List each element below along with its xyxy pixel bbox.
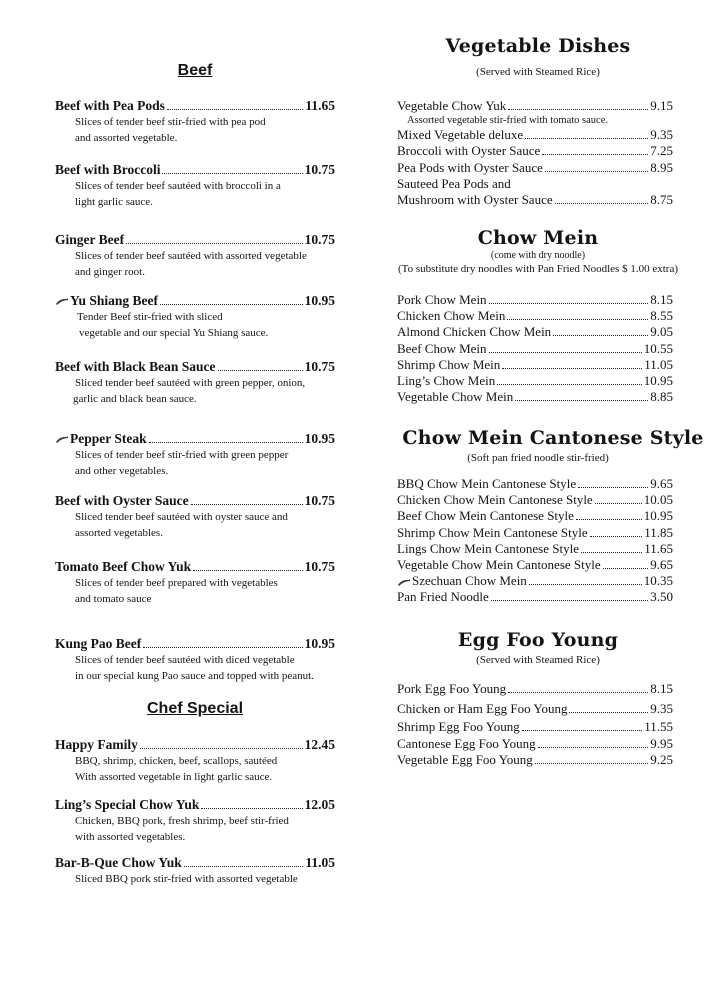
item-desc: Chicken, BBQ pork, fresh shrimp, beef stir-fried: [75, 815, 289, 827]
item-desc: light garlic sauce.: [75, 196, 153, 208]
item-price: 9.95: [650, 735, 673, 751]
menu-item: [55, 493, 335, 541]
menu-item: [397, 557, 673, 573]
item-name: Pork Egg Foo Young: [397, 681, 507, 696]
menu-item: [397, 476, 673, 492]
menu-item: [397, 373, 673, 389]
menu-item: [397, 508, 673, 524]
item-name: Vegetable Chow Mein Cantonese Style: [397, 557, 601, 573]
item-price: 10.75: [304, 232, 335, 247]
item-name: Beef with Pea Pods: [55, 98, 165, 113]
item-price: 10.35: [643, 573, 673, 589]
item-price: 10.55: [643, 340, 673, 356]
item-name: Broccoli with Oyster Sauce: [397, 143, 541, 159]
item-desc: Slices of tender beef sautéed with broccoli in a: [75, 180, 281, 192]
item-price: 9.25: [650, 751, 673, 767]
menu-item: [55, 797, 335, 845]
item-name: Vegetable Chow Mein: [397, 389, 514, 405]
item-name: Mushroom with Oyster Sauce: [397, 192, 553, 208]
item-name: Ling’s Chow Mein: [397, 373, 496, 389]
item-name: Shrimp Chow Mein: [397, 356, 501, 372]
section-subtitle: (come with dry noodle): [490, 250, 586, 261]
item-name: Beef Chow Mein Cantonese Style: [397, 508, 574, 524]
menu-item: [55, 431, 335, 479]
menu-item: [397, 324, 673, 340]
menu-item: [55, 855, 335, 887]
item-desc: Slices of tender beef prepared with vegetables: [75, 577, 278, 589]
item-desc: and assorted vegetable.: [75, 132, 178, 144]
item-price: 8.55: [650, 308, 673, 324]
menu-item: [397, 127, 673, 143]
item-name: Chicken or Ham Egg Foo Young: [397, 701, 568, 717]
menu-item: [397, 308, 673, 324]
menu-item: [55, 98, 335, 146]
item-price: 11.05: [644, 356, 673, 372]
section-subtitle-note: (To substitute dry noodles with Pan Fried Noodles $ 1.00 extra): [397, 263, 678, 275]
item-name: Almond Chicken Chow Mein: [397, 324, 552, 340]
item-name: Vegetable Egg Foo Young: [397, 751, 533, 767]
item-price: 12.05: [304, 797, 335, 812]
menu-item: [397, 589, 673, 605]
item-name-wrap: Yu Shiang Beef: [55, 293, 158, 309]
menu-item: [397, 492, 673, 508]
section-subtitle: (Served with Steamed Rice): [476, 66, 600, 78]
item-price: 8.15: [650, 681, 673, 696]
item-name: Pan Fried Noodle: [397, 589, 489, 605]
item-price: 8.75: [650, 192, 673, 208]
menu-item: [55, 359, 335, 407]
item-price: 8.15: [650, 292, 673, 307]
item-price: 10.75: [304, 559, 335, 574]
item-desc: vegetable and our special Yu Shiang sauce.: [79, 327, 269, 339]
menu-item: [397, 736, 673, 752]
menu-item: [55, 559, 335, 607]
vegetable-dishes-list: [397, 98, 673, 208]
menu-item: [55, 162, 335, 210]
item-price: 10.95: [643, 373, 673, 389]
item-desc: garlic and black bean sauce.: [73, 393, 197, 405]
section-title-chow-mein-cantonese: Chow Mein Cantonese Style: [402, 427, 704, 449]
item-desc: Assorted vegetable stir-fried with tomato sauce.: [407, 115, 608, 127]
item-name-wrap: Szechuan Chow Mein: [397, 573, 527, 589]
section-title-egg-foo-young: Egg Foo Young: [457, 629, 619, 651]
menu-item: [397, 143, 673, 159]
chili-pepper-icon: [55, 435, 69, 444]
item-desc: With assorted vegetable in light garlic sauce.: [75, 771, 273, 783]
item-name: Beef Chow Mein: [397, 340, 487, 356]
item-desc: Sliced BBQ pork stir-fried with assorted vegetable: [75, 873, 298, 885]
item-desc: Slices of tender beef stir-fried with green pepper: [75, 449, 289, 461]
item-name: Pea Pods with Oyster Sauce: [397, 159, 543, 175]
item-price: 9.05: [650, 324, 673, 340]
item-price: 3.50: [650, 589, 673, 605]
item-name: Vegetable Chow Yuk: [397, 98, 507, 113]
item-desc: Sliced tender beef sautéed with oyster sauce and: [75, 511, 288, 523]
item-price: 11.65: [644, 540, 673, 556]
item-price: 10.75: [304, 162, 335, 177]
cantonese-list: [397, 476, 673, 606]
menu-item: [397, 389, 673, 405]
item-name: BBQ Chow Mein Cantonese Style: [397, 476, 577, 491]
item-price: 10.95: [643, 508, 673, 524]
menu-item: [397, 192, 673, 208]
item-desc: Slices of tender beef stir-fried with pea pod: [75, 116, 266, 128]
item-desc: and other vegetables.: [75, 465, 169, 477]
item-price: 10.95: [304, 293, 335, 308]
menu-item: [397, 98, 673, 114]
menu-item: [397, 752, 673, 768]
menu-item: [397, 341, 673, 357]
item-name: Happy Family: [55, 737, 138, 752]
item-price: 11.05: [305, 855, 335, 870]
menu-item: [55, 636, 335, 684]
item-name: Pork Chow Mein: [397, 292, 487, 307]
item-desc: BBQ, shrimp, chicken, beef, scallops, sautéed: [75, 755, 278, 767]
item-desc: with assorted vegetables.: [75, 831, 186, 843]
item-name: Ginger Beef: [55, 232, 125, 247]
menu-item: [397, 573, 673, 589]
item-price: 9.65: [650, 557, 673, 573]
menu-item: [55, 232, 335, 280]
menu-item: [397, 357, 673, 373]
menu-item: [397, 701, 673, 717]
item-name: Chicken Chow Mein Cantonese Style: [397, 492, 593, 508]
item-desc: assorted vegetables.: [75, 527, 163, 539]
item-name: Ling’s Special Chow Yuk: [55, 797, 200, 812]
item-price: 9.35: [650, 127, 673, 143]
item-name: Cantonese Egg Foo Young: [397, 735, 536, 751]
item-price: 9.15: [650, 98, 673, 113]
item-price: 8.95: [650, 159, 673, 175]
item-price: 9.35: [650, 701, 673, 717]
section-title-vegetable-dishes: Vegetable Dishes: [445, 35, 631, 57]
item-name: Shrimp Egg Foo Young: [397, 719, 520, 735]
item-desc: and tomato sauce: [75, 593, 152, 605]
section-title-beef: Beef: [177, 62, 213, 79]
item-desc: Sliced tender beef sautéed with green pepper, onion,: [75, 377, 306, 389]
item-desc: Slices of tender beef sautéed with diced vegetable: [75, 654, 295, 666]
chow-mein-list: [397, 292, 673, 405]
item-price: 12.45: [304, 737, 335, 752]
item-price: 8.85: [650, 389, 673, 405]
menu-item: [397, 525, 673, 541]
item-name-wrap: Pepper Steak: [55, 431, 147, 447]
menu-item: [397, 160, 673, 176]
menu-item: [397, 176, 673, 192]
item-price: 11.65: [305, 98, 335, 113]
item-price: 7.25: [650, 143, 673, 159]
item-price: 10.95: [304, 431, 335, 446]
chili-pepper-icon: [397, 578, 411, 587]
item-desc: and ginger root.: [75, 266, 145, 278]
item-name: Bar-B-Que Chow Yuk: [55, 855, 182, 870]
item-name: Shrimp Chow Mein Cantonese Style: [397, 524, 588, 540]
menu-item: [397, 681, 673, 697]
item-price: 10.95: [304, 636, 335, 651]
item-price: 11.55: [644, 719, 673, 735]
item-name: Beef with Oyster Sauce: [55, 493, 189, 508]
item-price: 10.05: [643, 492, 673, 508]
egg-foo-young-list: [397, 681, 673, 768]
item-name: Mixed Vegetable deluxe: [397, 127, 524, 143]
item-name: Sauteed Pea Pods and: [397, 175, 511, 191]
section-title-chow-mein: Chow Mein: [477, 227, 599, 249]
menu-item: [397, 719, 673, 735]
menu-item: [397, 292, 673, 308]
item-price: 10.75: [304, 493, 335, 508]
item-desc: Tender Beef stir-fried with sliced: [77, 311, 223, 323]
item-name: Tomato Beef Chow Yuk: [55, 559, 192, 574]
item-name: Kung Pao Beef: [55, 636, 142, 651]
item-price: 9.65: [650, 476, 673, 491]
item-desc: Slices of tender beef sautéed with assorted vegetable: [75, 250, 307, 262]
section-subtitle: (Soft pan fried noodle stir-fried): [467, 452, 609, 464]
section-subtitle: (Served with Steamed Rice): [476, 654, 600, 666]
item-price: 10.75: [304, 359, 335, 374]
section-title-chef-special: Chef Special: [146, 700, 244, 717]
menu-item: [55, 737, 335, 785]
item-desc: in our special kung Pao sauce and topped with peanut.: [75, 670, 314, 682]
item-name: Chicken Chow Mein: [397, 308, 506, 324]
item-name: Lings Chow Mein Cantonese Style: [397, 540, 579, 556]
item-name: Beef with Black Bean Sauce: [55, 359, 216, 374]
item-name: Beef with Broccoli: [55, 162, 161, 177]
menu-item: [55, 293, 335, 341]
menu-item: [397, 541, 673, 557]
chili-pepper-icon: [55, 297, 69, 306]
item-price: 11.85: [644, 524, 673, 540]
